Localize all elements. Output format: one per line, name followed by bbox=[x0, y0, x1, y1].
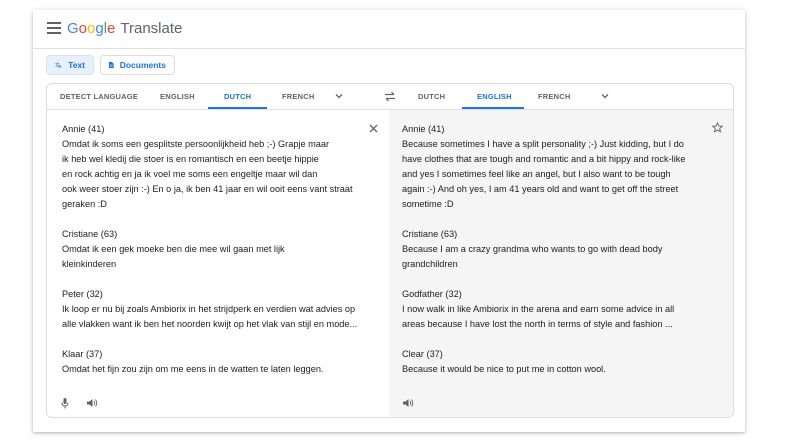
target-lang-french[interactable]: FRENCH bbox=[538, 92, 571, 101]
source-line: Peter (32) bbox=[62, 289, 103, 299]
source-line: Omdat ik soms een gesplitste persoonlijkheid heb ;-) Grapje maar bbox=[62, 139, 330, 149]
translate-icon bbox=[55, 60, 62, 70]
target-line: again :-) And oh yes, I am 41 years old and want to get off the street bbox=[402, 184, 679, 194]
speaker-icon[interactable] bbox=[87, 398, 98, 408]
translation-card bbox=[46, 83, 734, 418]
source-paragraph bbox=[62, 287, 357, 332]
source-paragraph bbox=[62, 227, 357, 272]
chevron-down-icon[interactable] bbox=[334, 91, 344, 101]
product-name: Translate bbox=[120, 20, 183, 37]
menu-icon[interactable] bbox=[47, 22, 61, 34]
source-line: Cristiane (63) bbox=[62, 229, 118, 239]
source-paragraph bbox=[62, 122, 357, 212]
logo-letter: g bbox=[95, 20, 104, 37]
text-mode-button[interactable] bbox=[46, 55, 94, 75]
target-lang-english[interactable]: ENGLISH bbox=[477, 92, 512, 101]
target-line: Because it would be nice to put me in cotton wool. bbox=[402, 364, 606, 374]
source-line: Ik loop er nu bij zoals Ambiorix in het strijdperk en verdien wat advies op bbox=[62, 304, 356, 314]
target-line: Because sometimes I have a split personality ;-) Just kidding, but I do bbox=[402, 139, 684, 149]
target-line: areas because I have lost the north in terms of style and fashion ... bbox=[402, 319, 673, 329]
app-header bbox=[33, 10, 745, 49]
star-icon[interactable] bbox=[712, 122, 723, 133]
logo-letter: o bbox=[87, 20, 96, 37]
target-line: and yes I sometimes feel like an angel, but I also want to be tough bbox=[402, 169, 671, 179]
target-line: grandchildren bbox=[402, 259, 458, 269]
target-paragraph bbox=[402, 227, 685, 272]
language-bar bbox=[47, 84, 733, 110]
text-mode-label: Text bbox=[68, 60, 85, 70]
svg-text:A: A bbox=[58, 64, 62, 70]
source-line: Klaar (37) bbox=[62, 349, 103, 359]
source-lang-french[interactable]: FRENCH bbox=[282, 92, 315, 101]
source-lang-indicator bbox=[208, 107, 267, 109]
source-lang-english[interactable]: ENGLISH bbox=[160, 92, 195, 101]
source-text[interactable] bbox=[62, 122, 357, 392]
target-line: have clothes that are tough and romantic and a bit hippy and rock-like bbox=[402, 154, 686, 164]
logo-letter: G bbox=[67, 20, 79, 37]
target-paragraph bbox=[402, 287, 685, 332]
target-text bbox=[402, 122, 685, 392]
target-line: I now walk in like Ambiorix in the arena and earn some advice in all bbox=[402, 304, 675, 314]
source-line: Omdat ik een gek moeke ben die mee wil gaan met lijk bbox=[62, 244, 285, 254]
source-line: en rock achtig en ja ik voel me soms een engeltje maar wil dan bbox=[62, 169, 318, 179]
logo-letter: l bbox=[103, 20, 108, 37]
source-paragraph bbox=[62, 347, 357, 377]
chevron-down-icon[interactable] bbox=[600, 91, 610, 101]
target-line: Because I am a crazy grandma who wants to go with dead body bbox=[402, 244, 663, 254]
close-icon[interactable] bbox=[369, 124, 378, 133]
source-line: Annie (41) bbox=[62, 124, 105, 134]
document-icon bbox=[109, 60, 114, 70]
documents-mode-label: Documents bbox=[119, 60, 166, 70]
source-lang-detect[interactable]: DETECT LANGUAGE bbox=[60, 92, 138, 101]
source-line: Omdat het fijn zou zijn om me eens in de watten te laten leggen. bbox=[62, 364, 324, 374]
source-lang-dutch[interactable]: DUTCH bbox=[224, 92, 252, 101]
swap-icon[interactable] bbox=[384, 91, 396, 102]
target-paragraph bbox=[402, 347, 685, 377]
target-text-panel bbox=[389, 110, 733, 417]
svg-text:文: 文 bbox=[55, 62, 60, 68]
speaker-icon[interactable] bbox=[403, 398, 414, 408]
source-text-panel[interactable] bbox=[47, 110, 389, 417]
logo-letter: o bbox=[78, 20, 88, 37]
source-line: ook weer stoer zijn :-) En o ja, ik ben 41 jaar en wil ooit eens vant straat bbox=[62, 184, 353, 194]
source-line: ik heb wel kledij die stoer is en romantisch en een beetje hippie bbox=[62, 154, 319, 164]
target-line: Annie (41) bbox=[402, 124, 445, 134]
target-lang-indicator bbox=[462, 107, 524, 109]
target-line: Godfather (32) bbox=[402, 289, 462, 299]
documents-mode-button[interactable] bbox=[100, 55, 175, 75]
app-logo[interactable] bbox=[67, 20, 182, 37]
microphone-icon[interactable] bbox=[61, 398, 69, 409]
target-line: sometime :D bbox=[402, 199, 454, 209]
target-paragraph bbox=[402, 122, 685, 212]
target-line: Cristiane (63) bbox=[402, 229, 458, 239]
source-line: kleinkinderen bbox=[62, 259, 117, 269]
source-line: alle vlakken want ik ben het noorden kwijt op het vlak van stijl en mode... bbox=[62, 319, 358, 329]
target-line: Clear (37) bbox=[402, 349, 443, 359]
source-line: geraken :D bbox=[62, 199, 107, 209]
target-lang-dutch[interactable]: DUTCH bbox=[418, 92, 446, 101]
logo-letter: e bbox=[107, 20, 116, 37]
translate-window bbox=[33, 10, 745, 432]
